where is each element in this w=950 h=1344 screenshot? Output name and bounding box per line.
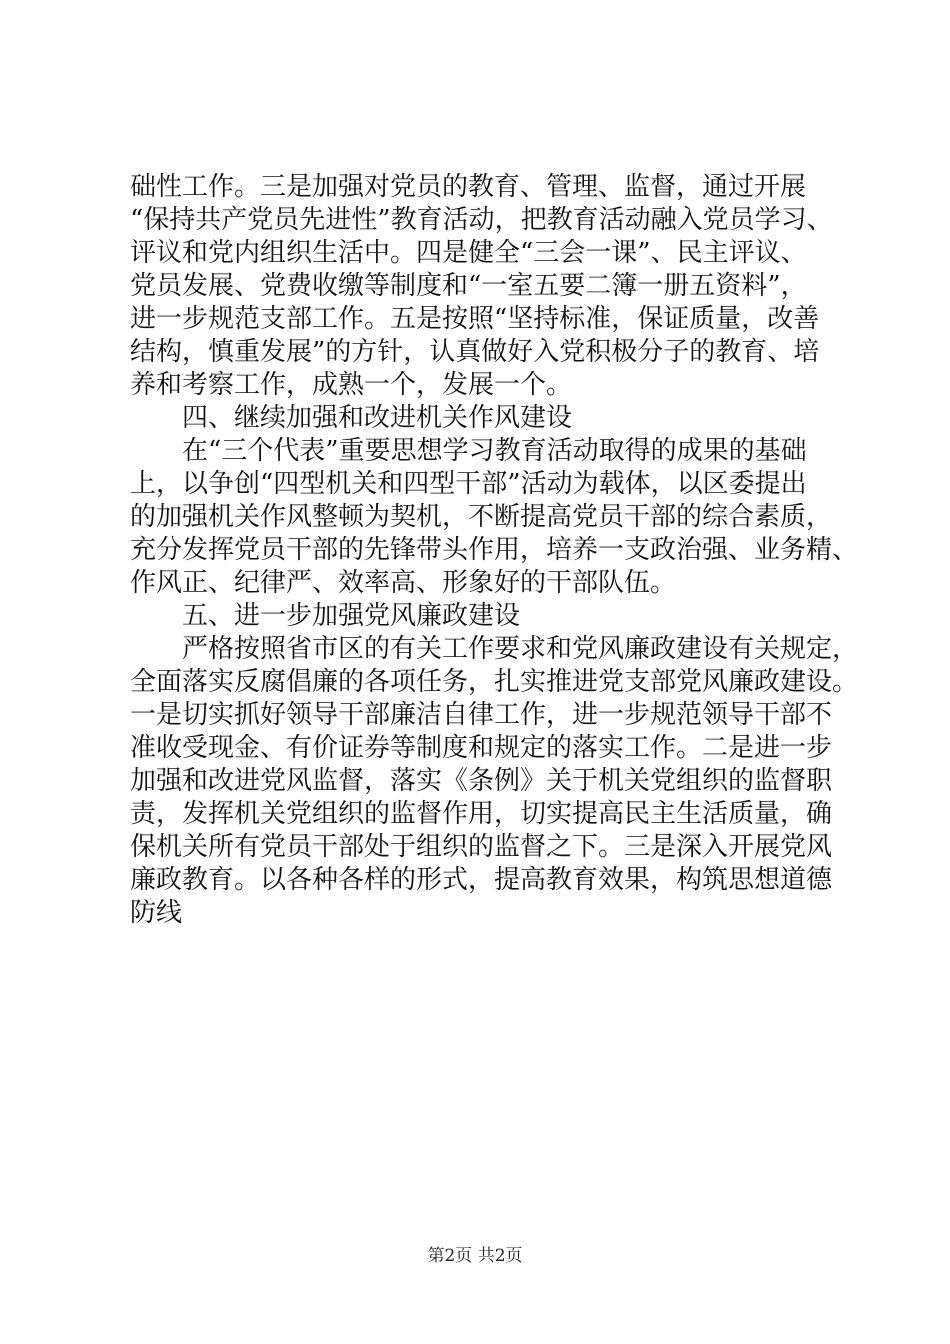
page-number-label: 第2页 共2页 [427, 1246, 523, 1266]
text-line: 养和考察工作，成熟一个，发展一个。 [130, 370, 573, 400]
page-footer [0, 1245, 950, 1267]
text-line: 的加强机关作风整顿为契机，不断提高党员干部的综合素质， [130, 502, 833, 532]
text-line: 保机关所有党员干部处于组织的监督之下。三是深入开展党风 [130, 832, 833, 862]
text-line: 评议和党内组织生活中。四是健全“三会一课”、民主评议、 [130, 238, 807, 268]
text-line: 充分发挥党员干部的先锋带头作用，培养一支政治强、业务精、 [130, 535, 859, 565]
section-heading: 四、继续加强和改进机关作风建设 [130, 403, 573, 433]
text-line: 党员发展、党费收缴等制度和“一室五要二簿一册五资料”， [130, 271, 807, 301]
text-line: 结构，慎重发展”的方针，认真做好入党积极分子的教育、培 [130, 337, 820, 367]
text-line: 础性工作。三是加强对党员的教育、管理、监督，通过开展 [130, 172, 807, 202]
text-line: 作风正、纪律严、效率高、形象好的干部队伍。 [130, 568, 677, 598]
text-line: 严格按照省市区的有关工作要求和党风廉政建设有关规定， [130, 634, 859, 664]
text-line: 防线 [130, 898, 183, 928]
text-line: 一是切实抓好领导干部廉洁自律工作，进一步规范领导干部不 [130, 700, 833, 730]
text-line: 廉政教育。以各种各样的形式，提高教育效果，构筑思想道德 [130, 865, 833, 895]
text-line: “保持共产党员先进性”教育活动，把教育活动融入党员学习、 [130, 205, 833, 235]
document-body [130, 171, 930, 930]
text-line: 上，以争创“四型机关和四型干部”活动为载体，以区委提出 [130, 469, 807, 499]
text-line: 加强和改进党风监督，落实《条例》关于机关党组织的监督职 [130, 766, 833, 796]
text-line: 进一步规范支部工作。五是按照“坚持标准，保证质量，改善 [130, 304, 820, 334]
text-line: 责，发挥机关党组织的监督作用，切实提高民主生活质量，确 [130, 799, 833, 829]
text-line: 在“三个代表”重要思想学习教育活动取得的成果的基础 [130, 436, 807, 466]
text-line: 全面落实反腐倡廉的各项任务，扎实推进党支部党风廉政建设。 [130, 667, 859, 697]
section-heading: 五、进一步加强党风廉政建设 [130, 601, 521, 631]
text-line: 准收受现金、有价证券等制度和规定的落实工作。二是进一步 [130, 733, 833, 763]
